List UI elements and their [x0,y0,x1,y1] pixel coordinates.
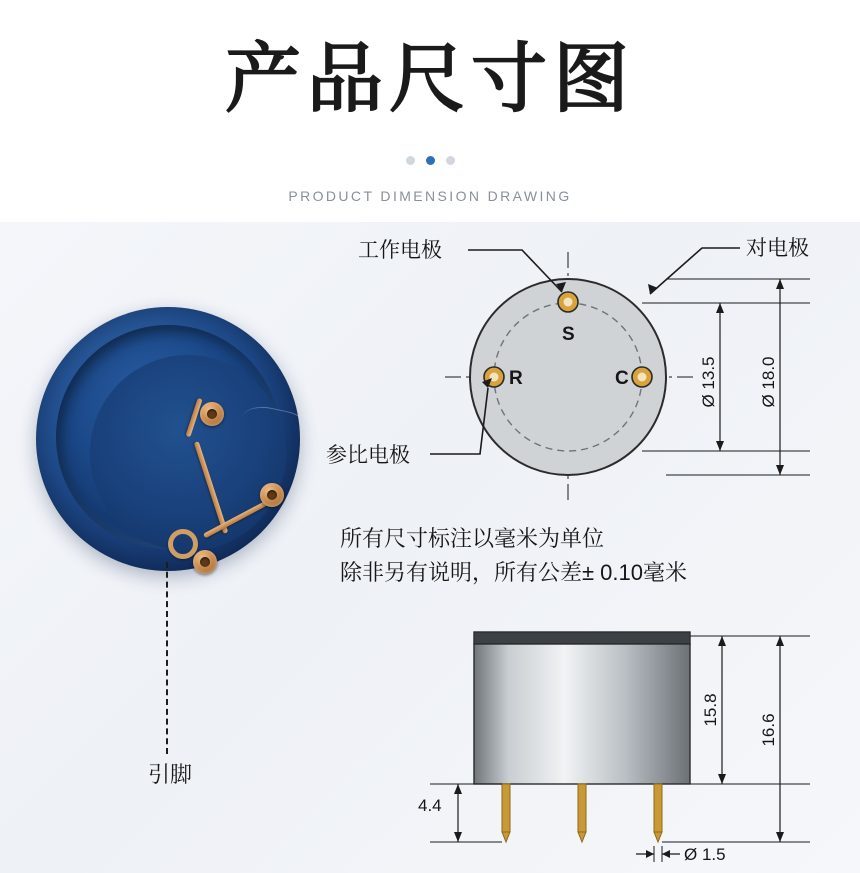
carousel-dots[interactable] [0,156,860,165]
sensor-top-cap [474,632,690,644]
dimension-15-8-text: 15.8 [701,693,720,727]
dimension-4-4 [418,784,462,842]
notes-block [340,522,820,590]
label-reference-electrode: 参比电极 [326,444,410,467]
page-header [0,0,860,222]
pin-3-tip [654,832,662,842]
sensor-side-body [474,644,690,784]
counter-electrode-hole-center [638,373,647,382]
pin-2 [578,784,586,832]
pin-callout-leader-line [166,562,168,754]
sensor-bottom-face [90,355,286,551]
sensor-pins [502,784,662,842]
label-working-electrode: 工作电极 [358,239,442,262]
carousel-dot-3[interactable] [446,156,455,165]
note-line-1: 所有尺寸标注以毫米为单位 [340,526,605,551]
carousel-dot-1[interactable] [406,156,415,165]
pin-3 [654,784,662,832]
dimension-15-8 [701,636,726,784]
surface-scratch [237,402,314,456]
pin-2-tip [578,832,586,842]
arrow-counter [648,284,658,294]
top-view-drawing [310,222,860,522]
connection-wire-2 [194,441,228,534]
dimension-4-4-text: 4.4 [418,796,442,815]
page-subtitle: PRODUCT DIMENSION DRAWING [288,188,572,204]
pin-1 [502,784,510,832]
working-electrode-pad [200,402,224,426]
wire-loop [168,529,198,559]
page-title: 产品尺寸图 [225,37,635,122]
counter-electrode-pad [260,483,284,507]
pin-callout-label: 引脚 [147,762,192,787]
extension-lines [642,279,810,475]
pin-callout [110,562,230,792]
dimension-16-6 [759,636,784,842]
diagram-panel [0,222,860,873]
dimension-18-0-text: Ø 18.0 [759,356,778,408]
pin-1-tip [502,832,510,842]
dimension-13-5 [699,303,724,451]
dimension-1-5-text: Ø 1.5 [684,845,726,864]
working-electrode-hole-center [564,298,573,307]
mark-r: R [509,368,523,389]
dimension-1-5 [636,845,726,864]
technical-drawings [310,222,860,873]
dimension-13-5-text: Ø 13.5 [699,356,718,408]
dimension-16-6-text: 16.6 [759,713,778,747]
mark-s: S [562,324,575,345]
sensor-body-outer [36,307,300,571]
sensor-body-inner [56,325,280,549]
side-view-drawing [310,610,860,870]
mark-c: C [615,368,629,389]
note-line-2: 除非另有说明，所有公差± 0.10毫米 [340,560,688,586]
leader-counter-electrode [650,248,740,294]
dimension-18-0 [759,279,784,475]
sensor-photo [36,307,304,575]
label-counter-electrode: 对电极 [746,237,809,260]
carousel-dot-2-active[interactable] [426,156,435,165]
